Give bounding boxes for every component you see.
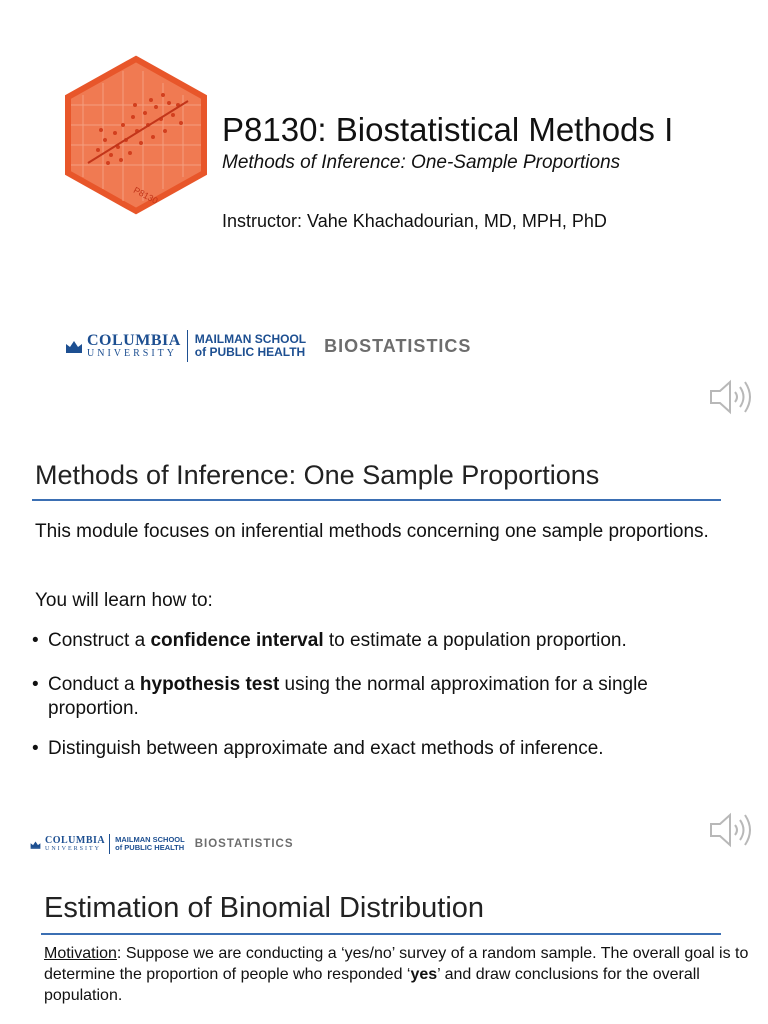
logo-divider bbox=[109, 834, 110, 854]
columbia-crown-icon bbox=[30, 840, 41, 849]
mailman-line-1: MAILMAN SCHOOL bbox=[115, 835, 185, 845]
department-label: BIOSTATISTICS bbox=[194, 838, 294, 850]
course-title: P8130: Biostatistical Methods I bbox=[222, 111, 674, 148]
list-item: • Conduct a hypothesis test using the normal approximation for a single proportion. bbox=[32, 674, 648, 719]
title-underline bbox=[32, 499, 721, 501]
speaker-icon[interactable] bbox=[708, 810, 756, 850]
module-overview-slide bbox=[0, 430, 768, 870]
list-item: • Construct a confidence interval to estimate a population proportion. bbox=[32, 630, 627, 651]
svg-text:P8130: P8130 bbox=[131, 184, 160, 206]
motivation-paragraph: Motivation: Suppose we are conducting a ‘yes/no’ survey of a random sample. The overall goal is to determine the proportion of people who responded ‘yes’ and draw conclusions for the overall population. bbox=[44, 945, 749, 1004]
list-item: • Distinguish between approximate and exact methods of inference. bbox=[32, 738, 604, 759]
columbia-wordmark: COLUMBIA bbox=[45, 835, 106, 846]
mailman-line-2: of PUBLIC HEALTH bbox=[115, 843, 185, 852]
course-subtitle: Methods of Inference: One-Sample Proportions bbox=[222, 152, 621, 173]
mailman-line-1: MAILMAN SCHOOL bbox=[194, 332, 307, 347]
binomial-estimation-slide bbox=[0, 870, 768, 1024]
columbia-mailman-logo bbox=[65, 330, 471, 362]
columbia-crown-icon bbox=[65, 339, 83, 353]
speaker-icon[interactable] bbox=[708, 377, 756, 417]
university-wordmark: UNIVERSITY bbox=[45, 846, 101, 852]
mailman-line-2: of PUBLIC HEALTH bbox=[194, 345, 306, 359]
learn-heading: You will learn how to: bbox=[35, 590, 213, 611]
instructor-line: Instructor: Vahe Khachadourian, MD, MPH, PhD bbox=[222, 211, 607, 231]
hexagon-logo bbox=[63, 55, 209, 215]
university-wordmark: UNIVERSITY bbox=[87, 348, 177, 359]
logo-divider bbox=[187, 330, 188, 362]
slide-title: Estimation of Binomial Distribution bbox=[44, 892, 485, 924]
department-label: BIOSTATISTICS bbox=[324, 335, 472, 356]
columbia-wordmark: COLUMBIA bbox=[87, 332, 181, 349]
title-underline bbox=[41, 933, 721, 935]
intro-paragraph: This module focuses on inferential methods concerning one sample proportions. bbox=[35, 521, 709, 542]
title-slide bbox=[0, 0, 768, 430]
slide-title: Methods of Inference: One Sample Proportions bbox=[35, 460, 600, 490]
columbia-mailman-logo bbox=[30, 834, 294, 854]
